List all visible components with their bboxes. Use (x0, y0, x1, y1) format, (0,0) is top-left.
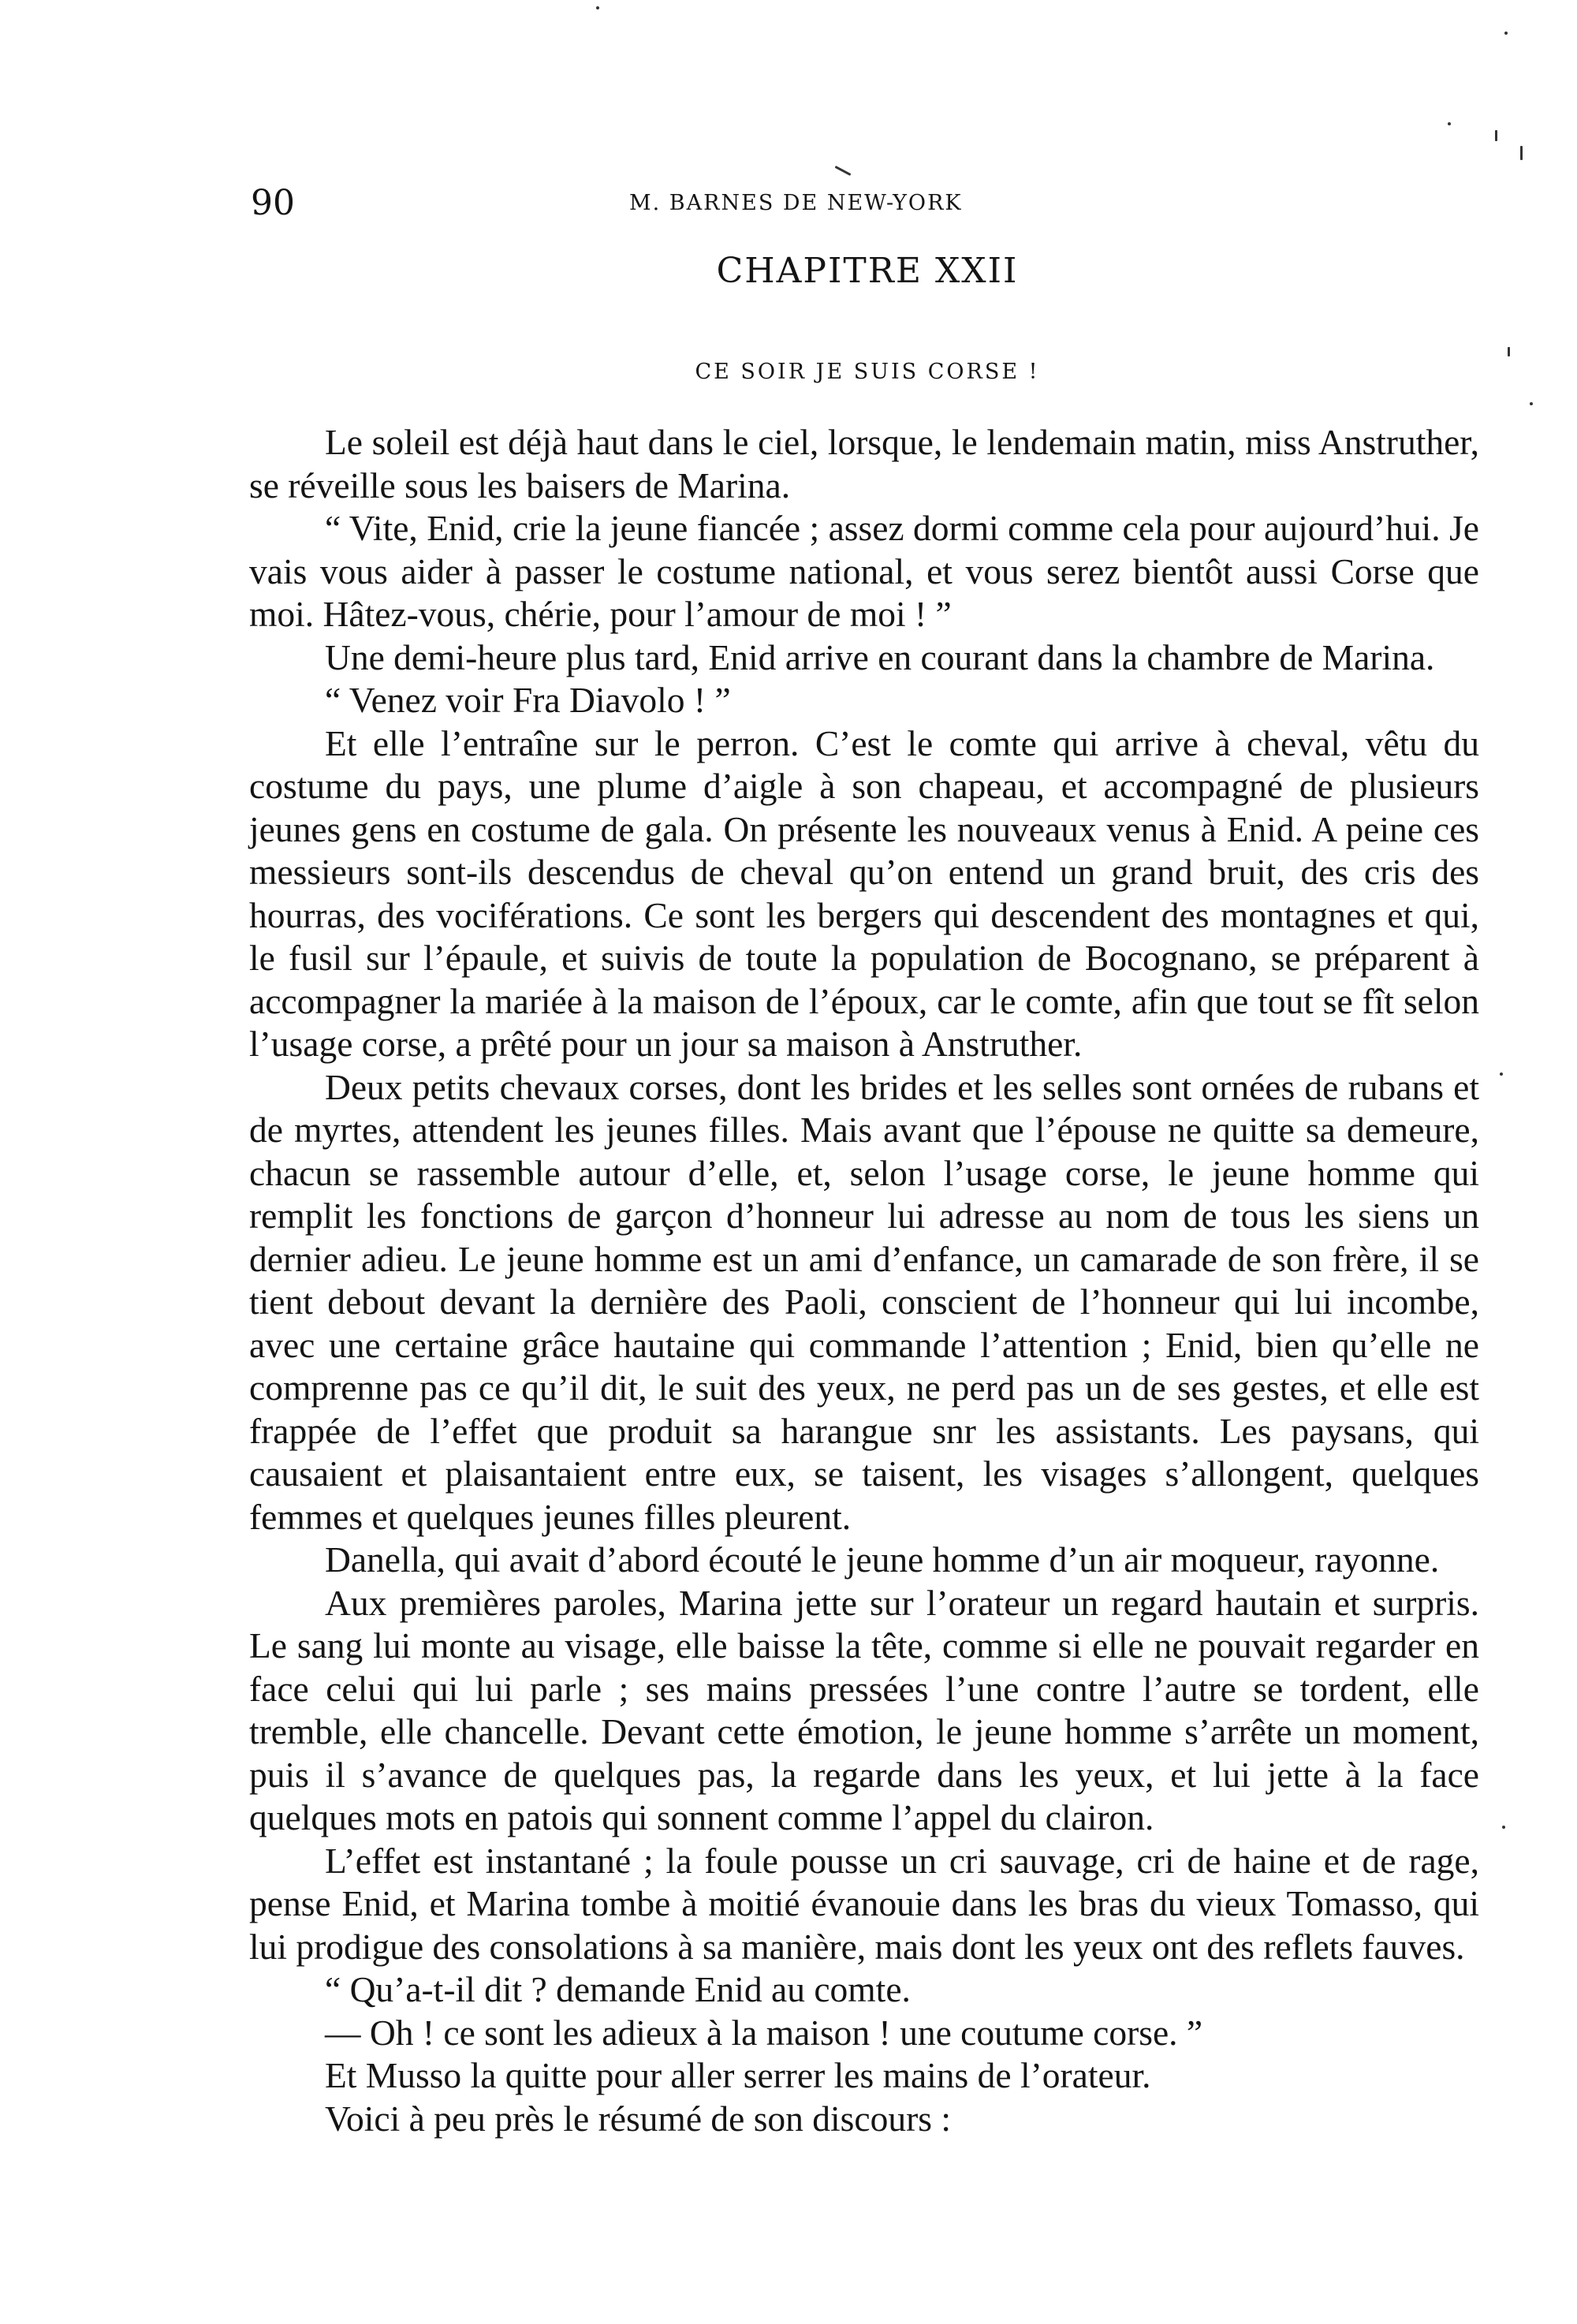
paragraph-7: Danella, qui avait d’abord écouté le jeune homme d’un air moqueur, rayonne. (325, 1539, 1440, 1580)
page-number: 90 (251, 183, 295, 223)
body-text (249, 421, 1479, 2140)
paragraph-1: Le soleil est déjà haut dans le ciel, lorsque, le lendemain matin, miss Anstruther, se réveille sous les baisers de Marina. (249, 422, 1479, 505)
paragraph-2: “ Vite, Enid, crie la jeune fiancée ; assez dormi comme cela pour aujourd’hui. Je vais vous aider à passer le costume national, et vous serez bientôt aussi Corse que moi. Hâtez-vous, chérie, pour l’amour de moi ! ” (249, 508, 1479, 634)
paragraph-8: Aux premières paroles, Marina jette sur l’orateur un regard hautain et surpris. Le sang lui monte au visage, elle baisse la tête, comme si elle ne pouvait regarder en face celui qui lui parle ; ses mains pressées l’une contre l’autre se tordent, elle tremble, elle chancelle. Devant cette émotion, le jeune homme s’arrête un moment, puis il s’avance de quelques pas, la regarde dans les yeux, et lui jette à la face quelques mots en patois qui sonnent comme l’appel du clairon. (249, 1582, 1479, 1837)
chapter-title: CHAPITRE XXII (716, 251, 1019, 291)
paragraph-5: Et elle l’entraîne sur le perron. C’est le comte qui arrive à cheval, vêtu du costume du pays, une plume d’aigle à son chapeau, et accompagné de plusieurs jeunes gens en costume de gala. On présente les nouveaux venus à Enid. A peine ces messieurs sont-ils descendus de cheval qu’on entend un grand bruit, des cris des hourras, des vociférations. Ce sont les bergers qui descendent des montagnes et qui, le fusil sur l’épaule, et suivis de toute la population de Bocognano, se préparent à accompagner la mariée à la maison de l’époux, car le comte, afin que tout se fît selon l’usage corse, a prêté pour un jour sa maison à Anstruther. (249, 722, 1479, 1064)
paragraph-10: “ Qu’a-t-il dit ? demande Enid au comte. (325, 1969, 911, 2009)
paragraph-9: L’effet est instantané ; la foule pousse un cri sauvage, cri de haine et de rage, pense Enid, et Marina tombe à moitié évanouie dans les bras du vieux Tomasso, qui lui prodigue des consolations à sa manière, mais dont les yeux ont des reflets fauves. (249, 1840, 1479, 1967)
page-header (251, 183, 1481, 230)
chapter-subtitle: CE SOIR JE SUIS CORSE ! (695, 360, 1040, 384)
paragraph-13: Voici à peu près le résumé de son discours : (325, 2098, 951, 2139)
paragraph-4: “ Venez voir Fra Diavolo ! ” (325, 680, 731, 720)
paragraph-11: — Oh ! ce sont les adieux à la maison ! une coutume corse. ” (325, 2012, 1203, 2053)
paragraph-3: Une demi-heure plus tard, Enid arrive en courant dans la chambre de Marina. (325, 636, 1435, 677)
running-title: M. BARNES DE NEW-YORK (629, 191, 963, 215)
paragraph-12: Et Musso la quitte pour aller serrer les mains de l’orateur. (325, 2055, 1151, 2095)
paragraph-6: Deux petits chevaux corses, dont les brides et les selles sont ornées de rubans et de myrtes, attendent les jeunes filles. Mais avant que l’épouse ne quitte sa demeure, chacun se rassemble autour d’elle, et, selon l’usage corse, le jeune homme qui remplit les fonctions de garçon d’honneur lui adresse au nom de tous les siens un dernier adieu. Le jeune homme est un ami d’enfance, un camarade de son frère, il se tient debout devant la dernière des Paoli, conscient de l’honneur qui lui incombe, avec une certaine grâce hautaine qui commande l’attention ; Enid, bien qu’elle ne comprenne pas ce qu’il dit, le suit des yeux, ne perd pas un de ses gestes, et elle est frappée de l’effet que produit sa harangue snr les assistants. Les paysans, qui causaient et plaisantaient entre eux, se taisent, les visages s’allongent, quelques femmes et quelques jeunes filles pleurent. (249, 1066, 1479, 1537)
